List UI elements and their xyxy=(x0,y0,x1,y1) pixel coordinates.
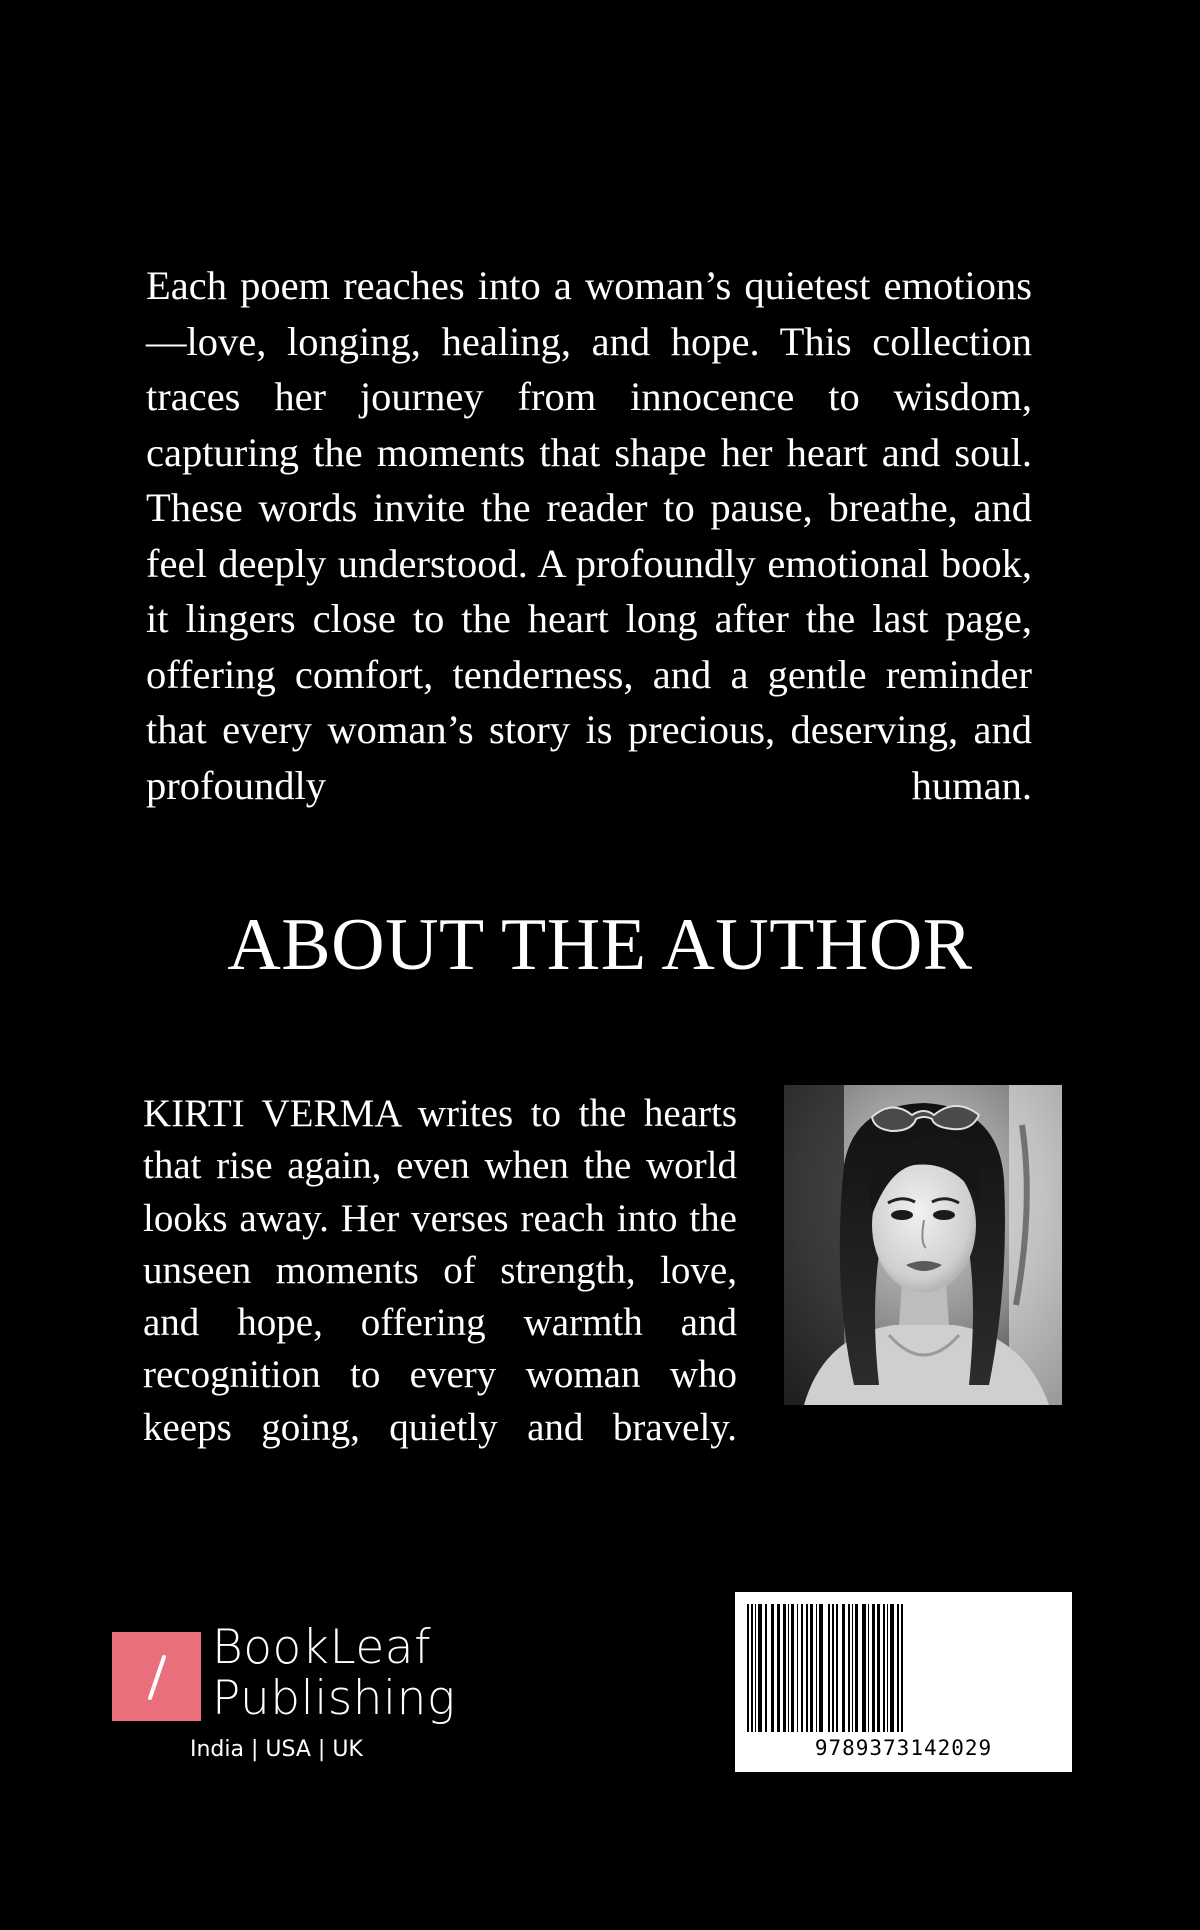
about-author-heading: ABOUT THE AUTHOR xyxy=(227,904,973,986)
publisher-name-line2: Publishing xyxy=(212,1671,456,1726)
barcode-bar xyxy=(883,1604,885,1732)
barcode-bar xyxy=(816,1604,817,1732)
barcode-bar xyxy=(747,1604,749,1732)
barcode-bar xyxy=(862,1604,866,1732)
author-bio: KIRTI VERMA writes to the hearts that rise again, even when the world looks away. Her verses reach into the unseen moments of strength, love, and hope, offering warmth and recognition to every woman who keeps going, quietly and bravely. xyxy=(143,1092,737,1449)
barcode-bar xyxy=(890,1604,894,1732)
barcode-bar xyxy=(832,1604,834,1732)
barcode-bar xyxy=(806,1604,808,1732)
barcode-bar xyxy=(783,1604,786,1732)
isbn-number: 9789373142029 xyxy=(814,1736,993,1760)
barcode-bar xyxy=(897,1604,899,1732)
barcode-bar xyxy=(887,1604,888,1732)
barcode-bar xyxy=(777,1604,780,1732)
barcode-bar xyxy=(901,1604,903,1732)
barcode-bar xyxy=(797,1604,798,1732)
barcode-bar xyxy=(758,1604,762,1732)
barcode-bar xyxy=(828,1604,830,1732)
barcode-bar xyxy=(788,1604,789,1732)
slash-logo-icon xyxy=(112,1632,201,1721)
slash-glyph-icon xyxy=(112,1632,201,1721)
barcode-bar xyxy=(755,1604,756,1732)
barcode-bar xyxy=(810,1604,813,1732)
publisher-name xyxy=(212,1622,456,1724)
barcode-bar xyxy=(842,1604,845,1732)
barcode-bar xyxy=(819,1604,823,1732)
barcode-bars xyxy=(735,1592,1072,1737)
barcode-bar xyxy=(791,1604,794,1732)
barcode-bar xyxy=(868,1604,869,1732)
barcode-bar xyxy=(751,1604,753,1732)
barcode-bar xyxy=(855,1604,858,1732)
author-photo-illustration xyxy=(784,1085,1062,1405)
book-blurb: Each poem reaches into a woman’s quietest emotions—love, longing, healing, and hope. This collection traces her journey from innocence to wisdom, capturing the moments that shape her heart and soul. These words invite the reader to pause, breathe, and feel deeply understood. A profoundly emotional book, it lingers close to the heart long after the last page, offering comfort, tenderness, and a gentle reminder that every woman’s story is precious, deserving, and profoundly human. xyxy=(146,263,1032,808)
barcode-bar xyxy=(848,1604,850,1732)
isbn-barcode xyxy=(735,1592,1072,1772)
barcode-bar xyxy=(852,1604,853,1732)
publisher-logo xyxy=(112,1620,472,1776)
author-photo xyxy=(784,1085,1062,1405)
barcode-bar xyxy=(765,1604,767,1732)
publisher-regions: India | USA | UK xyxy=(190,1737,363,1762)
barcode-bar xyxy=(771,1604,774,1732)
barcode-bar xyxy=(872,1604,875,1732)
barcode-bar xyxy=(801,1604,803,1732)
publisher-name-line1: BookLeaf xyxy=(212,1620,432,1675)
barcode-bar xyxy=(877,1604,880,1732)
barcode-bar xyxy=(836,1604,838,1732)
